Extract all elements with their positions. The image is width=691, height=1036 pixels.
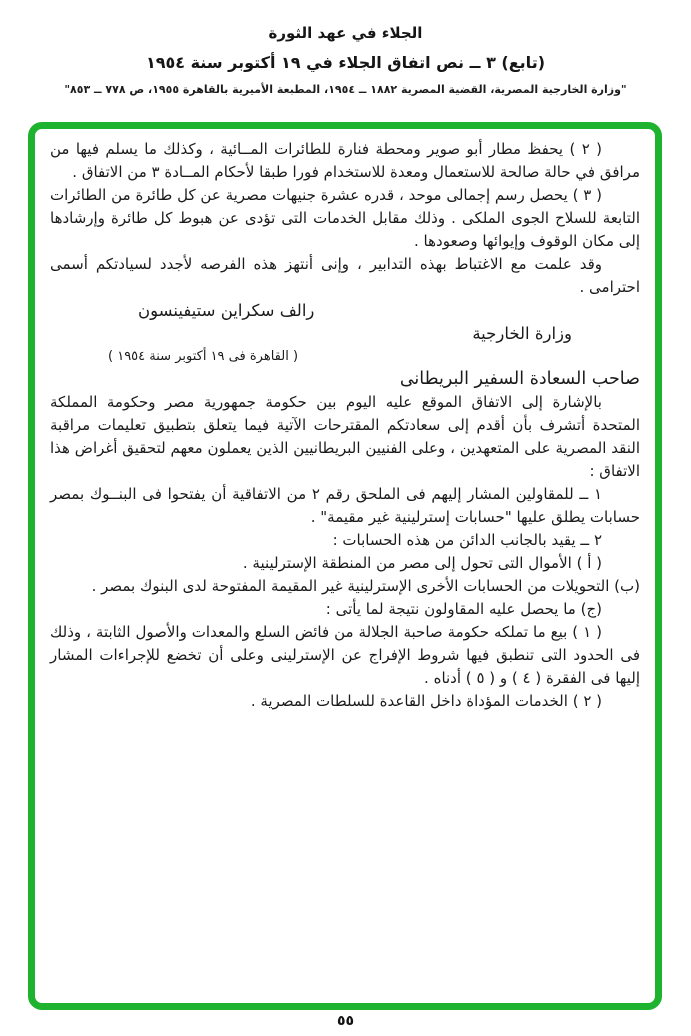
page-header — [0, 0, 691, 96]
sub-item-b: (ب) التحويلات من الحسابات الأخرى الإسترلينية غير المقيمة المفتوحة لدى البنوك بمصر . — [91, 577, 640, 595]
page-title: الجلاء في عهد الثورة — [268, 24, 423, 42]
sub-item-c-2: ( ٢ ) الخدمات المؤداة داخل القاعدة للسلطات المصرية . — [250, 692, 602, 710]
sub-item-a: ( أ ) الأموال التى تحول إلى مصر من المنطقة الإسترلينية . — [242, 554, 602, 572]
paragraph-intro: بالإشارة إلى الاتفاق الموقع عليه اليوم بين حكومة جمهورية مصر وحكومة المملكة المتحدة أتشرف بأن أقدم إلى سعادتكم المقترحات الآتية فيما يتعلق بتطبيق تعليمات مراقبة النقد المصرية على المتعهدين ، وعلى الفنيين البريطانيين الذين يعملون معهم لتحقيق أغراض هذا الاتفاق : — [50, 393, 640, 480]
list-item-1: ١ ــ للمقاولين المشار إليهم فى الملحق رقم ٢ من الاتفاقية أن يفتحوا فى البنــوك بمصر حسابات يطلق عليها "حسابات إسترلينية غير مقيمة" . — [50, 485, 640, 526]
highlight-frame — [28, 122, 662, 1010]
paragraph-clause-3: ( ٣ ) يحصل رسم إجمالى موحد ، قدره عشرة جنيهات مصرية عن كل طائرة من الطائرات التابعة للسلاح الجوى الملكى . وذلك مقابل الخدمات التى تؤدى عن هبوط كل طائرة وإرشادها إلى مكان الوقوف وإيوائها وصعودها . — [50, 186, 640, 250]
paragraph-closing-courtesy: وقد علمت مع الاغتباط بهذه التدابير ، وإنى أنتهز هذه الفرصه لأجدد لسيادتكم أسمى احترامى . — [50, 255, 640, 296]
date-line: ( القاهرة فى ١٩ أكتوبر سنة ١٩٥٤ ) — [108, 349, 299, 364]
list-item-2: ٢ ــ يقيد بالجانب الدائن من هذه الحسابات : — [332, 531, 602, 549]
salutation-line: صاحب السعادة السفير البريطانى — [399, 369, 640, 389]
signature-name: رالف سكراين ستيفينسون — [138, 301, 315, 320]
source-citation: "وزارة الخارجية المصرية، القضية المصرية ١٨٨٢ ــ ١٩٥٤، المطبعة الأميرية بالقاهرة ١٩٥٥، ص ٧٧٨ ــ ٨٥٣" — [64, 83, 627, 96]
sub-item-c: (ج) ما يحصل عليه المقاولون نتيجة لما يأتى : — [325, 600, 602, 618]
page-number: ٥٥ — [336, 1013, 355, 1029]
page-subtitle: (تابع) ٣ ــ نص اتفاق الجلاء في ١٩ أكتوبر سنة ١٩٥٤ — [145, 53, 546, 72]
ministry-heading: وزارة الخارجية — [472, 324, 572, 343]
sub-item-c-1: ( ١ ) بيع ما تملكه حكومة صاحبة الجلالة من فائض السلع والمعدات والأصول الثابتة ، وذلك فى الحدود التى تنطبق فيها شروط الإفراج عن الإسترلينى وعلى أن تخضع للإجراءات المشار إليها فى الفقرة ( ٤ ) و ( ٥ ) أدناه . — [50, 623, 640, 687]
paragraph-clause-2: ( ٢ ) يحفظ مطار أبو صوير ومحطة فنارة للطائرات المــائية ، وكذلك ما يسلم فيها من مرافق في حالة صالحة للاستعمال ومعدة للاستخدام فورا طبقا لأحكام المــادة ٣ من الاتفاق . — [50, 140, 640, 181]
